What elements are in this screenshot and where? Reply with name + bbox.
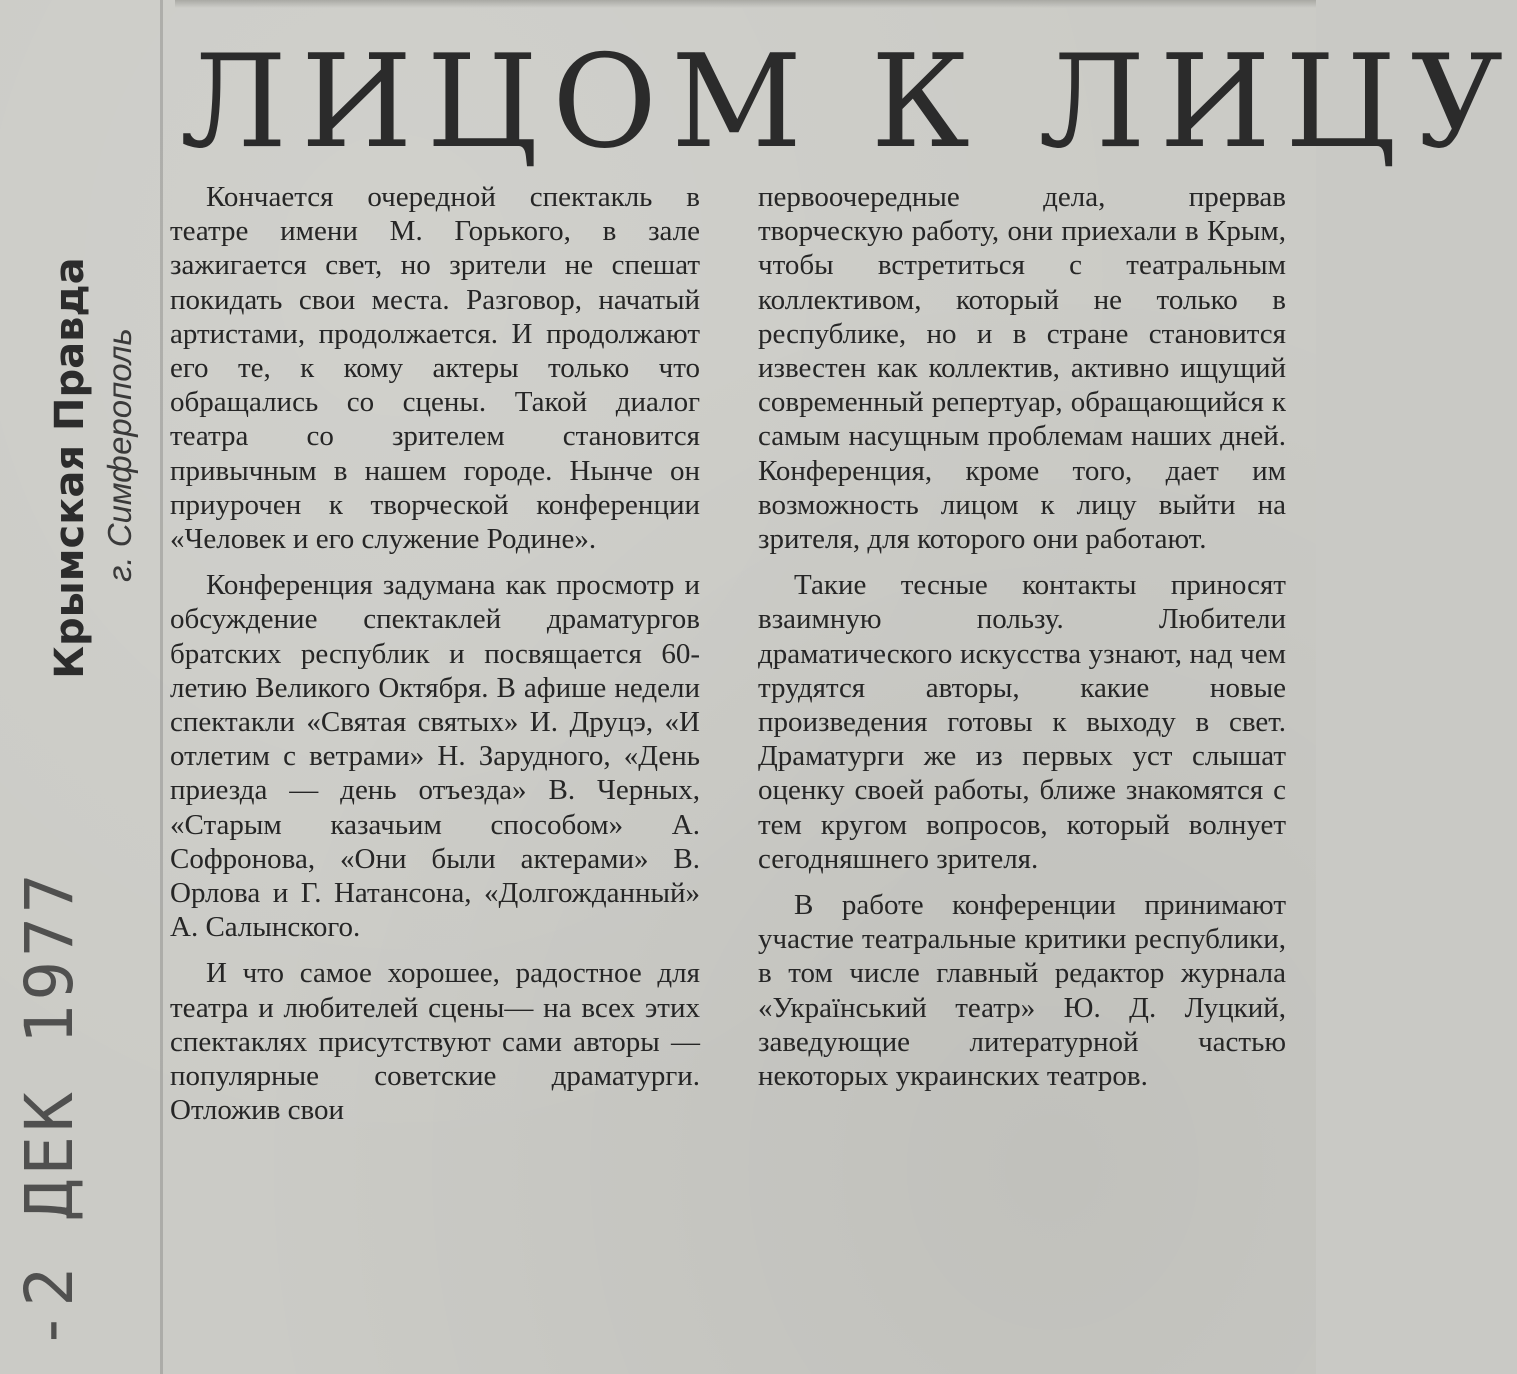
- newspaper-city: г. Симферополь: [101, 328, 138, 582]
- article-paragraph: Конференция задумана как просмотр и обсуждение спектаклей драматургов братских республик и посвящается 60-летию Великого Октября. В афише недели спектакли «Святая святых» И. Друцэ, «И отлетим с ветрами» Н. Зарудного, «День приезда — день отъезда» В. Черных, «Старым казачьим способом» А. Софронова, «Они были актерами» В. Орлова и Г. Натансона, «Долгожданный» А. Салынского.: [170, 569, 700, 944]
- paper-edge-left: [160, 0, 163, 1374]
- article-column-2: [758, 180, 1286, 1093]
- article-paragraph: Кончается очередной спектакль в театре имени М. Горького, в зале зажигается свет, но зрители не спешат покидать свои места. Разговор, начатый артистами, продолжается. И продолжают его те, к кому актеры только что обращались со сцены. Такой диалог театра со зрителем становится привычным в нашем городе. Нынче он приурочен к творческой конференции «Человек и его служение Родине».: [170, 181, 700, 556]
- article-paragraph: И что самое хорошее, радостное для театра и любителей сцены— на всех этих спектаклях присутствуют сами авторы — популярные советские драматурги. Отложив свои: [170, 957, 700, 1127]
- paper-edge-top: [175, 0, 1316, 8]
- article-title: ЛИЦОМ К ЛИЦУ: [180, 28, 1517, 177]
- article-column-1: [170, 180, 700, 1127]
- date-stamp: -2 ДЕК 1977: [11, 869, 88, 1351]
- source-label: [20, 210, 150, 720]
- newspaper-name: Крымская Правда: [47, 257, 93, 679]
- article-paragraph: В работе конференции принимают участие театральные критики республики, в том числе главный редактор журнала «Український театр» Ю. Д. Луцкий, заведующие литературной частью некоторых украинских театров.: [758, 889, 1286, 1093]
- article-paragraph: первоочередные дела, прервав творческую работу, они приехали в Крым, чтобы встретиться с театральным коллективом, который не только в республике, но и в стране становится известен как коллектив, активно ищущий современный репертуар, обращающийся к самым насущным проблемам наших дней. Конференция, кроме того, дает им возможность лицом к лицу выйти на зрителя, для которого они работают.: [758, 181, 1286, 556]
- article-paragraph: Такие тесные контакты приносят взаимную пользу. Любители драматического искусства узнают, над чем трудятся авторы, какие новые произведения готовы к выходу в свет. Драматурги же из первых уст слышат оценку своей работы, ближе знакомятся с тем кругом вопросов, который волнует сегодняшнего зрителя.: [758, 569, 1286, 875]
